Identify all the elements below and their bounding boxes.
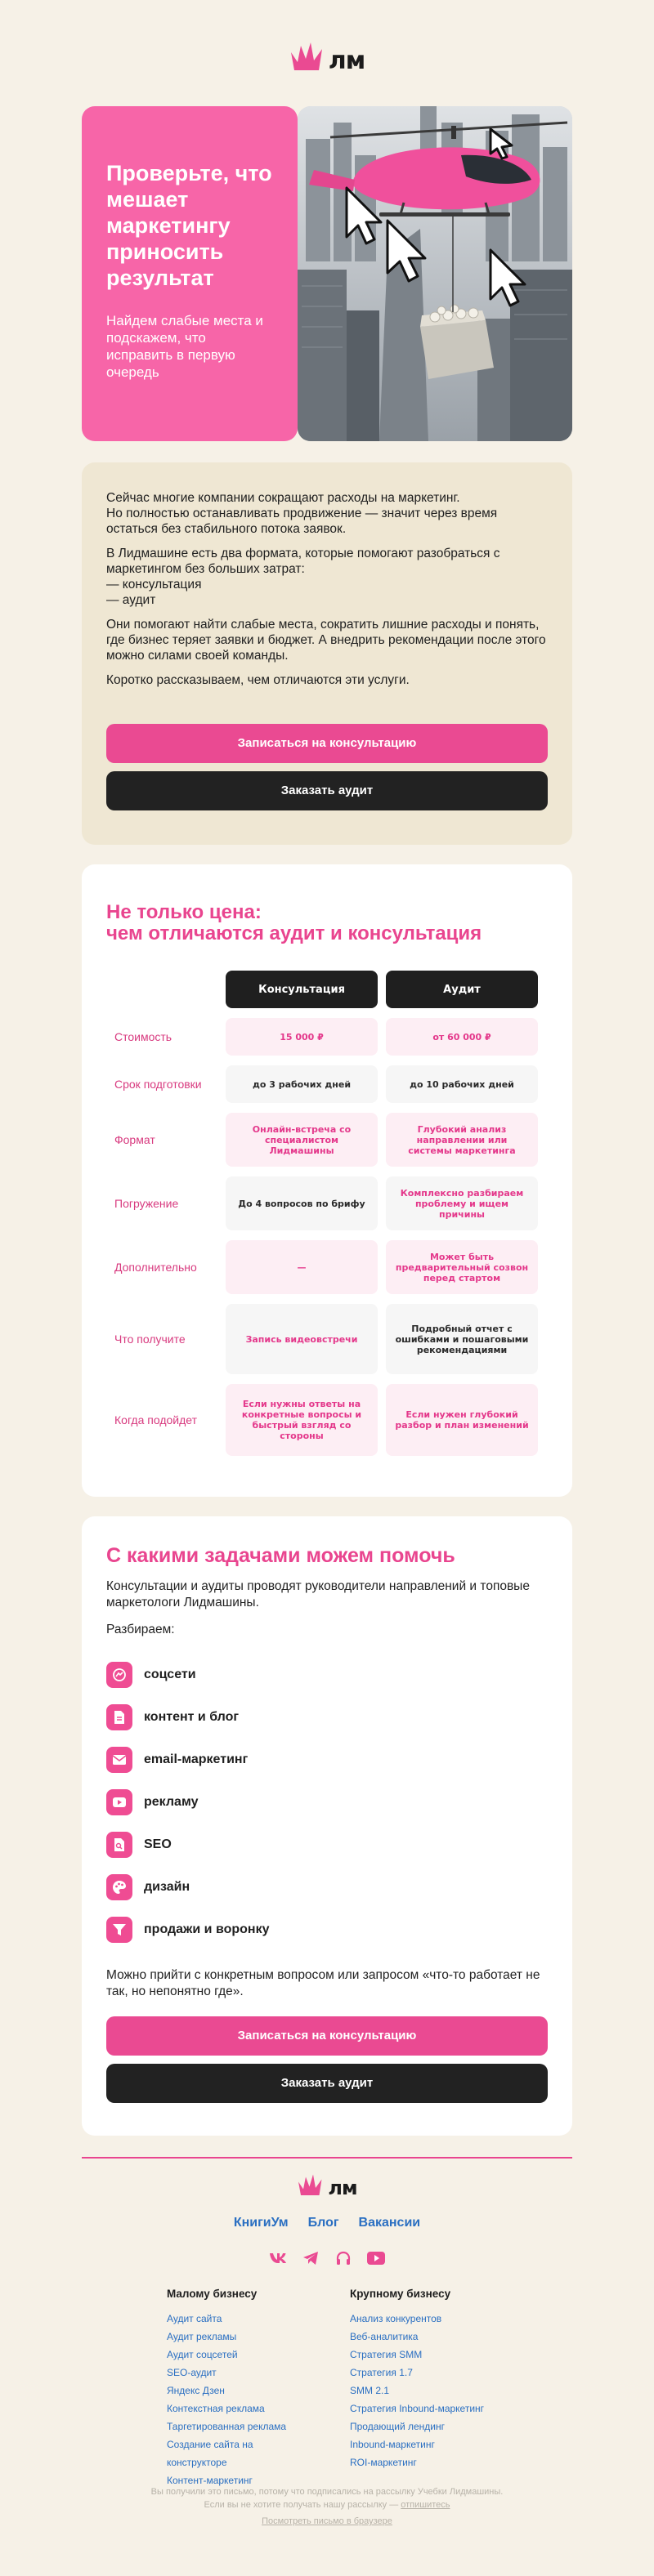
list-item	[106, 1739, 548, 1781]
hero-text-panel	[82, 106, 298, 441]
order-audit-button[interactable]: Заказать аудит	[106, 771, 548, 810]
row-label-price: Стоимость	[114, 1030, 172, 1043]
row-label-when-fits: Когда подойдет	[114, 1413, 198, 1426]
tasks-description: Консультации и аудиты проводят руководители направлений и топовые маркетологи Лидмашины.	[106, 1579, 530, 1609]
footer-link-knigium[interactable]: КнигиУм	[233, 2216, 289, 2230]
row-label-prep-time: Срок подготовки	[114, 1078, 202, 1091]
hero-title: Проверьте, что мешает маркетингу приносить результат	[106, 161, 272, 290]
footer-link[interactable]: SMM 2.1	[350, 2385, 390, 2396]
document-icon	[106, 1704, 132, 1730]
task-label: соцсети	[144, 1667, 196, 1681]
intro-card	[82, 462, 572, 845]
footer-link[interactable]: Контент-маркетинг	[167, 2475, 253, 2486]
book-consultation-button-bottom[interactable]: Записаться на консультацию	[106, 2016, 548, 2056]
footer-logo-text: лм	[328, 2176, 357, 2199]
task-label: дизайн	[144, 1880, 190, 1894]
list-item	[106, 1781, 548, 1824]
unsubscribe-link[interactable]: отпишитесь	[401, 2500, 450, 2510]
chat-bubble-icon	[106, 1662, 132, 1688]
footer-link[interactable]: Веб-аналитика	[350, 2331, 419, 2342]
list-item	[106, 1696, 548, 1739]
order-audit-button-bottom[interactable]: Заказать аудит	[106, 2064, 548, 2103]
list-item	[106, 1866, 548, 1909]
envelope-icon	[106, 1747, 132, 1773]
tasks-subtitle: Разбираем:	[106, 1623, 175, 1636]
search-doc-icon	[106, 1832, 132, 1858]
footer-column-title: Крупному бизнесу	[350, 2288, 451, 2300]
telegram-icon[interactable]	[301, 2248, 320, 2268]
comparison-card	[82, 864, 572, 1497]
intro-paragraph-3: Они помогают найти слабые места, сократить лишние расходы и понять, где бизнес теряет заявки и бюджет. А внедрить рекомендации после этого можно силами своей команды.	[106, 618, 546, 663]
footer-column-title: Малому бизнесу	[167, 2288, 258, 2300]
cell-audit-price: от 60 000 ₽	[386, 1018, 538, 1056]
footer-link[interactable]: Яндекс Дзен	[167, 2385, 225, 2396]
cell-consult-price: 15 000 ₽	[226, 1018, 378, 1056]
footer-columns	[167, 2288, 499, 2489]
hero-image	[298, 106, 572, 441]
footer-link[interactable]: Аудит рекламы	[167, 2331, 237, 2342]
tasks-list	[106, 1654, 548, 1951]
task-label: SEO	[144, 1837, 172, 1851]
cell-audit-extra: Может быть предварительный созвон перед стартом	[386, 1240, 538, 1294]
fine-print-line-2	[0, 2498, 654, 2511]
cell-audit-when-fits: Если нужен глубокий разбор и план изменений	[386, 1384, 538, 1456]
cell-audit-result: Подробный отчет с ошибками и пошаговыми рекомендациями	[386, 1304, 538, 1374]
intro-paragraph-1: Сейчас многие компании сокращают расходы на маркетинг. Но полностью останавливать продвижение — значит через время остаться без стабильного потока заявок.	[106, 491, 498, 536]
book-consultation-button[interactable]: Записаться на консультацию	[106, 724, 548, 763]
tasks-card	[82, 1516, 572, 2136]
footer-link-blog[interactable]: Блог	[307, 2216, 339, 2230]
footer-link[interactable]: SEO-аудит	[167, 2367, 217, 2378]
vk-icon[interactable]	[268, 2248, 288, 2268]
task-label: продажи и воронку	[144, 1922, 270, 1936]
row-label-extra: Дополнительно	[114, 1261, 197, 1274]
cell-audit-format: Глубокий анализ направлении или системы маркетинга	[386, 1113, 538, 1167]
intro-paragraph-2: В Лидмашине есть два формата, которые помогают разобраться с маркетингом без больших затрат: — консультация — аудит	[106, 547, 500, 607]
logo-text: лм	[328, 47, 365, 75]
footer-link[interactable]: Inbound-маркетинг	[350, 2439, 435, 2450]
cell-consult-format: Онлайн-встреча со специалистом Лидмашины	[226, 1113, 378, 1167]
crown-logo-icon	[297, 2173, 325, 2198]
play-icon	[106, 1789, 132, 1815]
task-label: email-маркетинг	[144, 1752, 249, 1766]
hero-banner	[82, 106, 572, 441]
tasks-title: С какими задачами можем помочь	[106, 1544, 455, 1567]
footer-nav	[0, 2216, 654, 2230]
row-label-depth: Погружение	[114, 1197, 179, 1210]
footer-link[interactable]: Таргетированная реклама	[167, 2421, 287, 2432]
crown-logo-icon	[289, 41, 325, 74]
list-item	[106, 1909, 548, 1951]
header-logo[interactable]	[0, 0, 654, 106]
fine-print-line-1: Вы получили это письмо, потому что подписались на рассылку Учебки Лидмашины.	[150, 2487, 504, 2497]
cell-consult-result: Запись видеовстречи	[226, 1304, 378, 1374]
footer-logo[interactable]	[0, 2173, 654, 2198]
cell-audit-prep-time: до 10 рабочих дней	[386, 1065, 538, 1103]
footer-link[interactable]: Контекстная реклама	[167, 2403, 265, 2414]
footer-link[interactable]: Продающий лендинг	[350, 2421, 446, 2432]
footer-link[interactable]: Стратегия SMM	[350, 2349, 423, 2360]
cell-consult-extra: —	[226, 1240, 378, 1294]
footer-link[interactable]: Аудит сайта	[167, 2313, 222, 2324]
footer-link-vacancies[interactable]: Вакансии	[358, 2216, 421, 2230]
cell-consult-depth: До 4 вопросов по брифу	[226, 1176, 378, 1230]
intro-paragraph-4: Коротко рассказываем, чем отличаются эти услуги.	[106, 673, 410, 687]
footer-link[interactable]: Анализ конкурентов	[350, 2313, 442, 2324]
cell-consult-when-fits: Если нужны ответы на конкретные вопросы и быстрый взгляд со стороны	[226, 1384, 378, 1456]
row-label-result: Что получите	[114, 1333, 186, 1346]
row-label-format: Формат	[114, 1133, 155, 1146]
footer-divider	[82, 2157, 572, 2159]
footer-link[interactable]: Стратегия Inbound-маркетинг	[350, 2403, 485, 2414]
list-item	[106, 1654, 548, 1696]
footer-link[interactable]: ROI-маркетинг	[350, 2457, 417, 2468]
task-label: контент и блог	[144, 1710, 240, 1724]
cell-consult-prep-time: до 3 рабочих дней	[226, 1065, 378, 1103]
comparison-title: Не только цена: чем отличаются аудит и консультация	[106, 901, 482, 944]
fine-print	[0, 2485, 654, 2511]
footer-link[interactable]: Создание сайта на конструкторе	[167, 2439, 253, 2468]
footer-link[interactable]: Стратегия 1.7	[350, 2367, 413, 2378]
social-links	[0, 2248, 654, 2268]
footer-column-small-business	[167, 2288, 316, 2489]
headphones-icon[interactable]	[334, 2248, 353, 2268]
task-label: рекламу	[144, 1795, 199, 1809]
view-in-browser-link[interactable]: Посмотреть письмо в браузере	[262, 2516, 392, 2526]
funnel-icon	[106, 1917, 132, 1943]
list-item	[106, 1824, 548, 1866]
hero-subtitle: Найдем слабые места и подскажем, что исправить в первую очередь	[106, 313, 263, 380]
youtube-icon[interactable]	[366, 2248, 386, 2268]
tasks-note: Можно прийти с конкретным вопросом или запросом «что-то работает не так, но непонятно где».	[106, 1968, 540, 1998]
fine-print-text: Если вы не хотите получать нашу рассылку —	[204, 2500, 401, 2510]
palette-icon	[106, 1874, 132, 1900]
footer-link[interactable]: Аудит соцсетей	[167, 2349, 238, 2360]
column-header-audit: Аудит	[386, 971, 538, 1008]
column-header-consultation: Консультация	[226, 971, 378, 1008]
helicopter-city-illustration	[298, 106, 572, 441]
footer-column-big-business	[350, 2288, 499, 2489]
cell-audit-depth: Комплексно разбираем проблему и ищем причины	[386, 1176, 538, 1230]
